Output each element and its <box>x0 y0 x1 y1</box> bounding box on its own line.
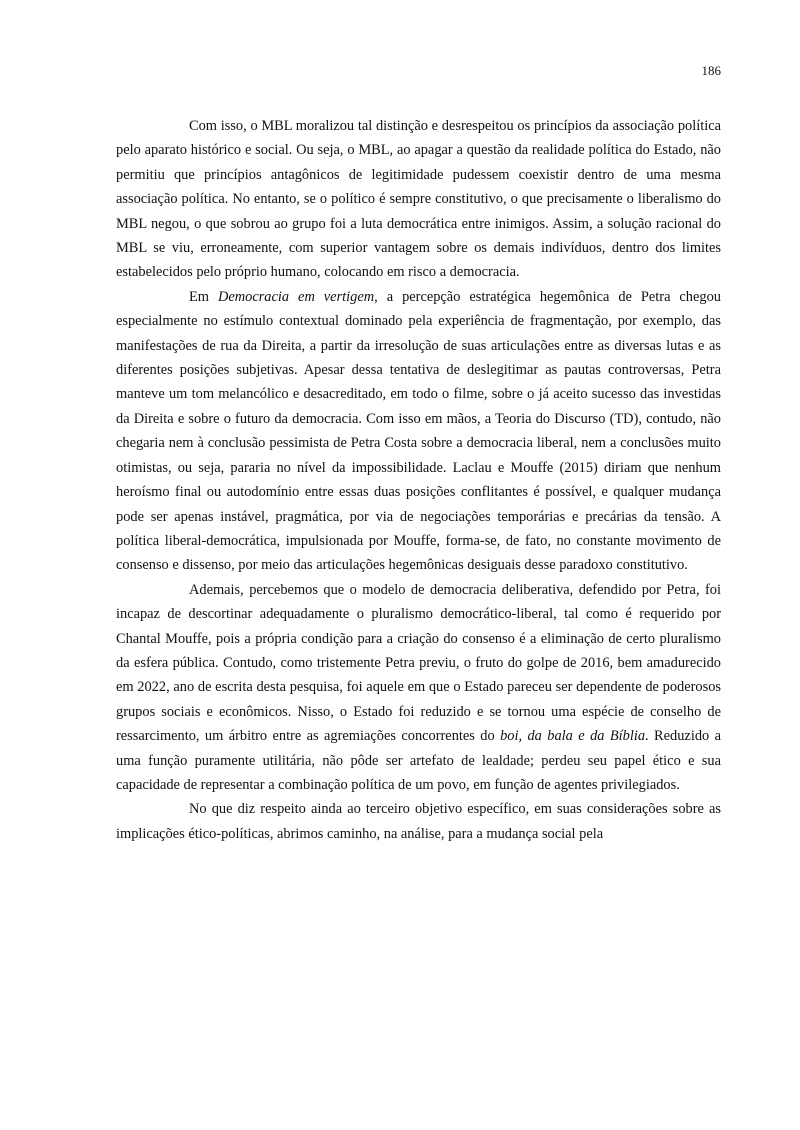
paragraph-third-objective <box>116 797 721 846</box>
paragraph-text: a percepção estratégica hegemônica de Petra chegou especialmente no estímulo contextual dominado pela experiência de fragmentação, por exemplo, das manifestações de rua da Direita, a partir da irresolução de suas articulações entre as diversas lutas e as diferentes posições subjetivas. Apesar dessa tentativa de deslegitimar as pautas controversas, Petra manteve um tom melancólico e desacreditado, em todo o filme, sobre o já aceito sucesso das investidas da Direita e sobre o futuro da democracia. Com isso em mãos, a Teoria do Discurso (TD), contudo, não chegaria nem à conclusão pessimista de Petra Costa sobre a democracia liberal, nem a conclusões muito otimistas, ou seja, pararia no nível da impossibilidade. Laclau e Mouffe (2015) diriam que nenhum heroísmo final ou autodomínio entre essas duas posições conflitantes é possível, e qualquer mudança pode ser apenas instável, pragmática, por via de negociações temporárias e precárias da tensão. A política liberal-democrática, impulsionada por Mouffe, forma-se, de fato, no constante movimento de consenso e dissenso, por meio das articulações hegemônicas desiguais desse paradoxo constitutivo. <box>116 288 721 574</box>
paragraph-text: . Reduzido a uma função puramente utilitária, não pôde ser artefato de lealdade; perdeu seu papel ético e sua capacidade de representar a combinação política de um povo, em função de agentes privilegiados. <box>116 728 721 793</box>
film-title: Democracia em vertigem, <box>217 288 378 305</box>
paragraph-text: Com isso, o MBL moralizou tal distinção e desrespeitou os princípios da associação política pelo aparato histórico e social. Ou seja, o MBL, ao apagar a questão da realidade política do Estado, não permitiu que princípios antagônicos de legitimidade pudessem coexistir dentro de uma mesma associação política. No entanto, se o político é sempre constitutivo, o que precisamente o liberalismo do MBL negou, o que sobrou ao grupo foi a luta democrática entre inimigos. Assim, a solução racional do MBL se viu, erroneamente, com superior vantagem sobre os demais indivíduos, dentro dos limites estabelecidos pelo próprio humano, colocando em risco a democracia. <box>116 118 721 281</box>
italic-phrase: boi, da bala e da Bíblia <box>500 728 646 745</box>
paragraph-mbl-moralization <box>116 114 721 285</box>
paragraph-deliberative-democracy <box>116 578 721 798</box>
paragraph-democracia-em-vertigem <box>116 285 721 578</box>
body-text <box>116 114 721 846</box>
page-number: 186 <box>701 63 721 78</box>
paragraph-text: Ademais, percebemos que o modelo de democracia deliberativa, defendido por Petra, foi incapaz de descortinar adequadamente o pluralismo democrático-liberal, tal como é requerido por Chantal Mouffe, pois a própria condição para a criação do consenso é a eliminação de certo pluralismo da esfera pública. Contudo, como tristemente Petra previu, o fruto do golpe de 2016, bem amadurecido em 2022, ano de escrita desta pesquisa, foi aquele em que o Estado pareceu ser dependente de poderosos grupos sociais e econômicos. Nisso, o Estado foi reduzido e se tornou uma espécie de conselho de ressarcimento, um árbitro entre as agremiações concorrentes do <box>116 581 721 745</box>
paragraph-text: Em <box>189 288 218 305</box>
paragraph-text: No que diz respeito ainda ao terceiro objetivo específico, em suas considerações sobre as implicações ético-políticas, abrimos caminho, na análise, para a mudança social pela <box>116 801 721 842</box>
